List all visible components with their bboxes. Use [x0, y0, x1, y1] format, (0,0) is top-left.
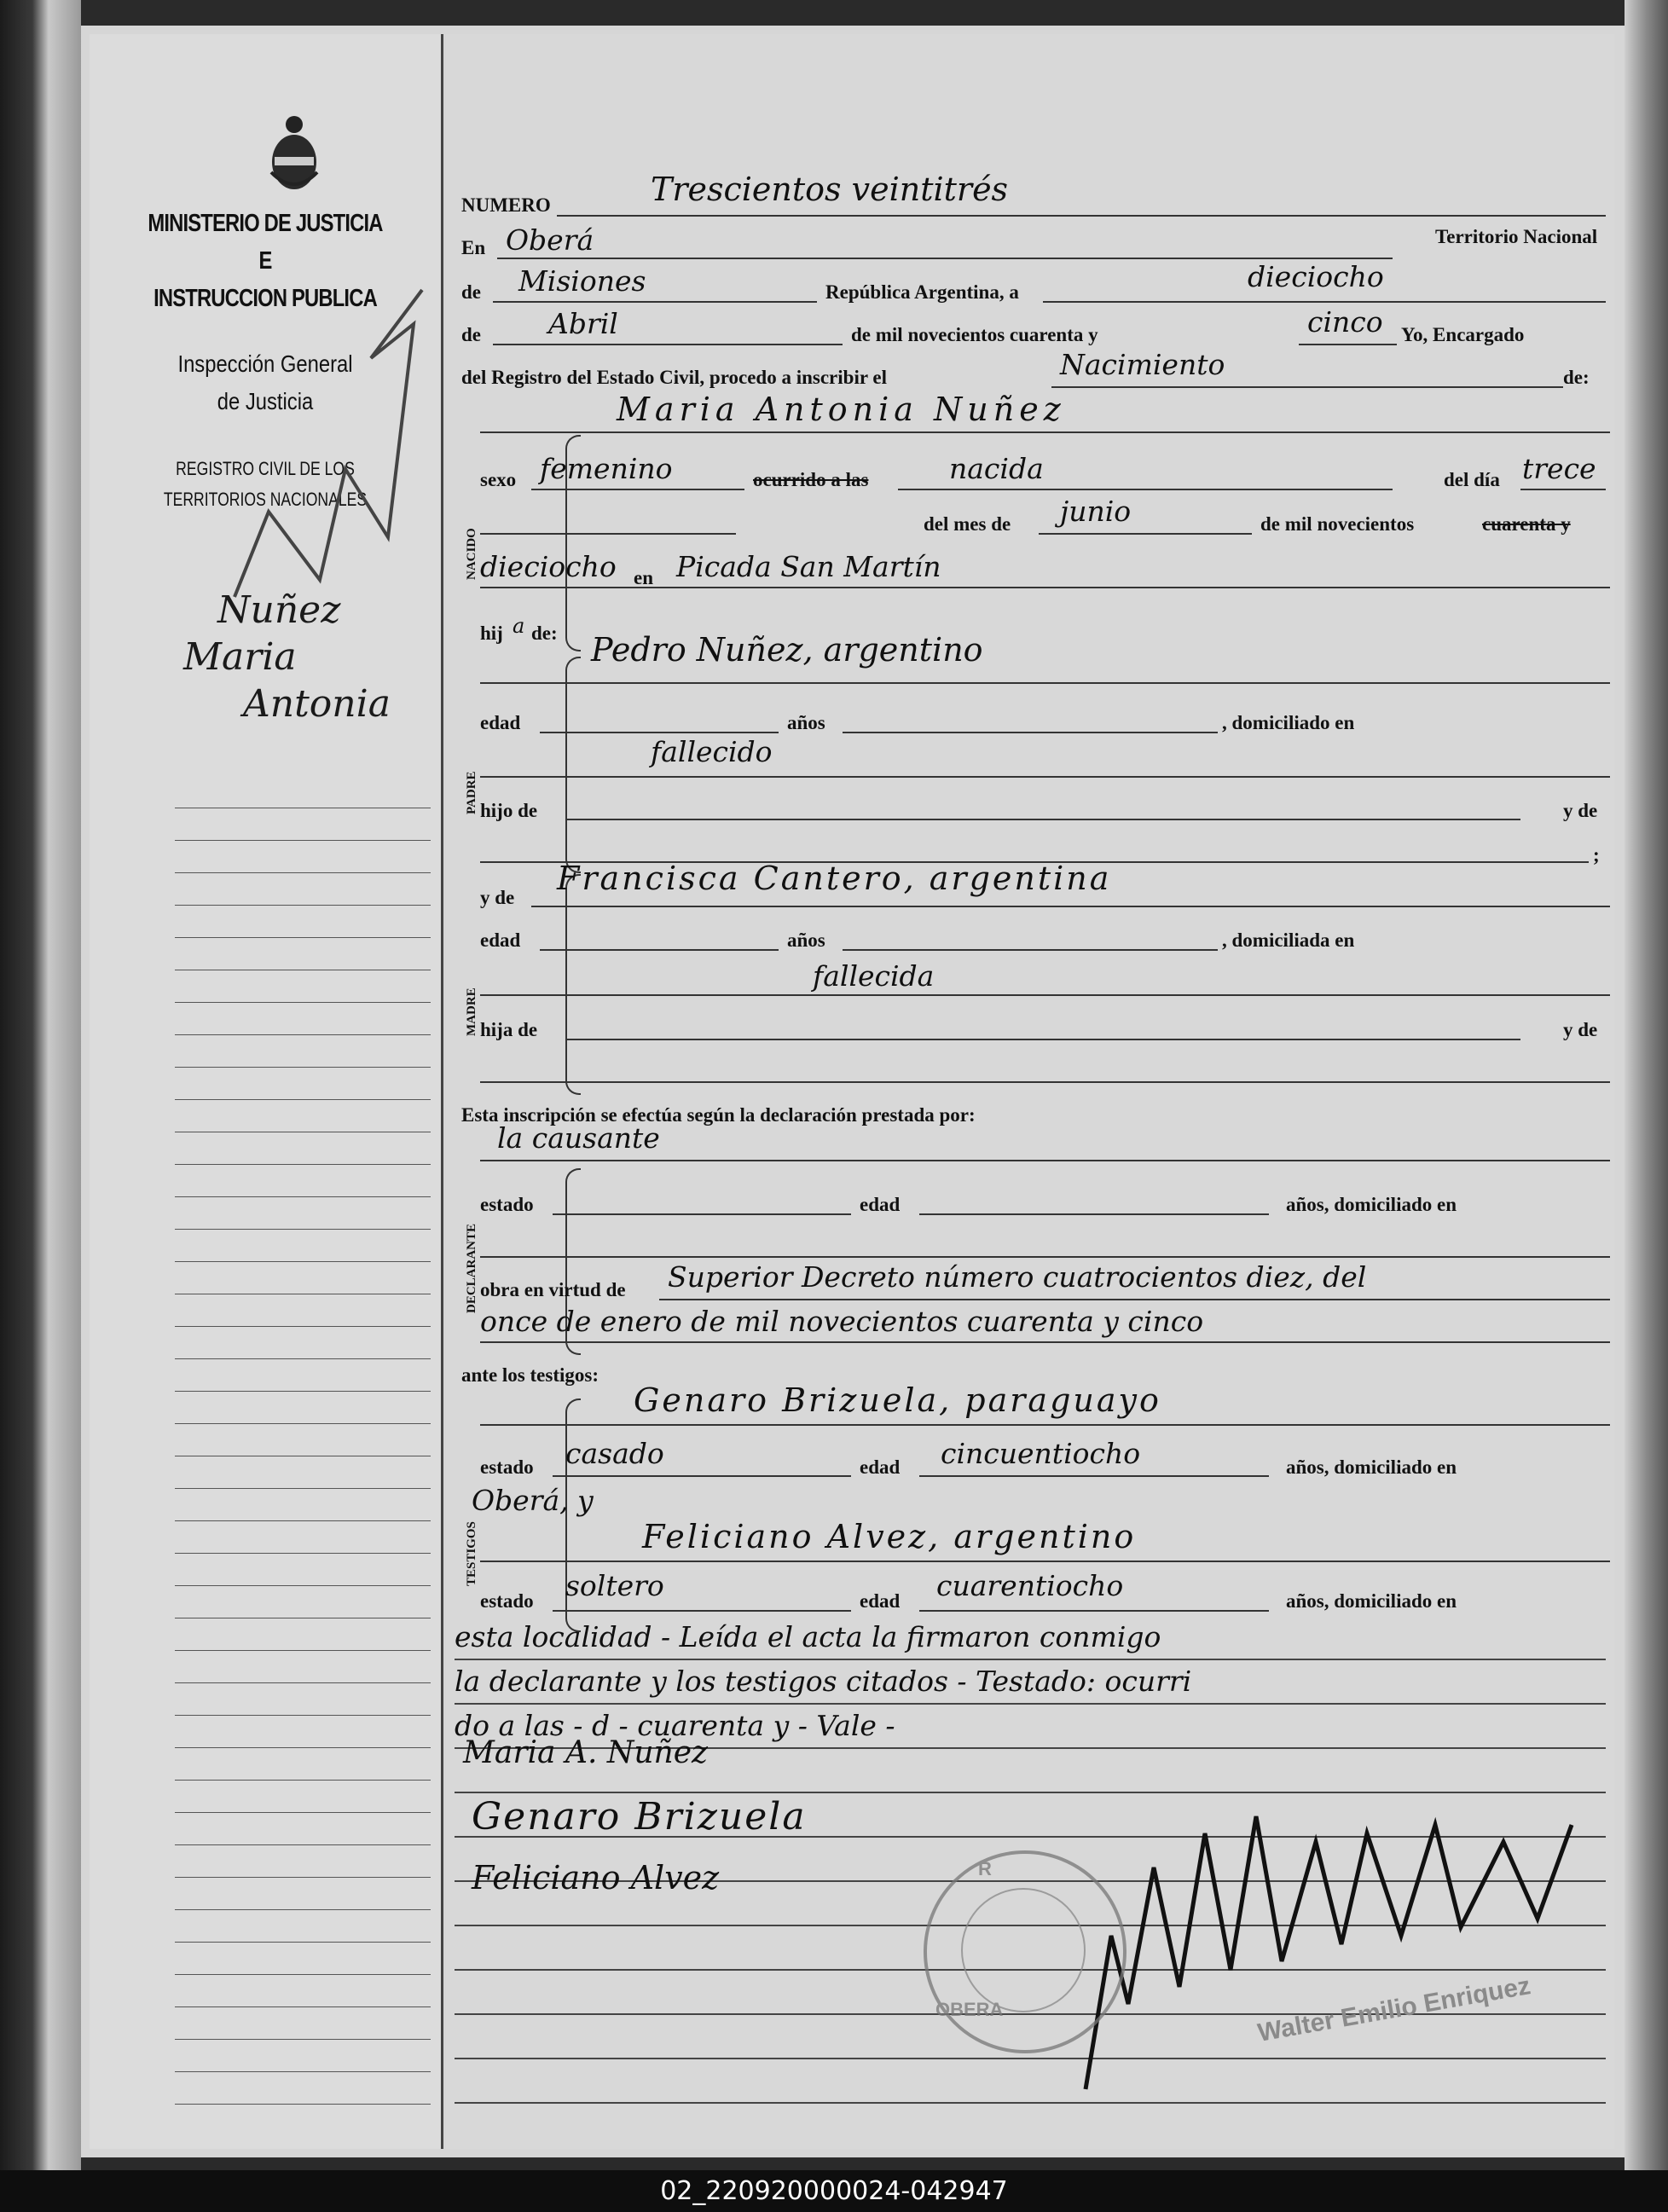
stub-second-name: Antonia: [243, 682, 391, 726]
inspection-line-1: Inspección General: [177, 350, 353, 377]
hijo-suffix: a: [513, 614, 525, 638]
del-dia-label: del día: [1444, 469, 1500, 490]
testigo2-line: [480, 1561, 1610, 1562]
edad4-label: edad: [860, 1456, 901, 1478]
declarante-value: la causante: [497, 1121, 660, 1155]
declarante-dom-line: [480, 1256, 1610, 1258]
de-line: [493, 301, 817, 303]
edad5-line: [919, 1610, 1269, 1612]
hour-line: [898, 489, 1393, 490]
domiciliado-label: , domiciliado en: [1222, 712, 1355, 733]
act-line: [1051, 386, 1563, 388]
lugar-line: [480, 587, 1610, 588]
register-sheet: [81, 26, 1625, 2157]
testigo1-estado: casado: [565, 1437, 664, 1470]
official-stamp: [924, 1850, 1126, 2053]
inspection-line-2: de Justicia: [217, 388, 314, 414]
ministry-title-1: MINISTERIO DE JUSTICIA: [148, 210, 383, 237]
padre-dom-line: [480, 776, 1610, 778]
hija-de-line: [565, 1039, 1520, 1040]
anos2-label: años: [787, 929, 825, 951]
month-label: de: [461, 324, 481, 345]
dia-line: [1520, 489, 1606, 490]
hijo-label: hij: [480, 622, 503, 644]
testigos-side-label: TESTIGOS: [465, 1521, 478, 1586]
act-value: Nacimiento: [1060, 348, 1225, 381]
mes-line: [1039, 533, 1252, 535]
esta-label: Esta inscripción se efectúa según la declaración prestada por:: [461, 1104, 976, 1126]
ruled-line: [455, 1659, 1606, 1660]
padre-bracket: [565, 657, 581, 873]
note-line-2: la declarante y los testigos citados - Testado: ocurri: [455, 1665, 1192, 1698]
coat-of-arms-icon: [264, 113, 324, 194]
nac-year-value: dieciocho: [480, 550, 617, 583]
ministry-title-3: INSTRUCCION PUBLICA: [153, 285, 377, 312]
y-de3-label: y de: [1563, 1019, 1598, 1040]
testigo2-estado: soltero: [565, 1569, 664, 1602]
mil-novecientos-label: de mil novecientos: [1260, 513, 1415, 535]
blank-line-1: [480, 533, 736, 535]
lugar-value: Picada San Martín: [676, 550, 941, 583]
registro-label: del Registro del Estado Civil, procedo a inscribir el: [461, 367, 887, 388]
hijo-de-label: hijo de: [480, 800, 538, 821]
madre-parents-line: [480, 1081, 1610, 1083]
mes-value: junio: [1060, 495, 1132, 528]
person-name-line: [480, 431, 1610, 433]
edad5-label: edad: [860, 1590, 901, 1612]
madre-side-label: MADRE: [465, 987, 478, 1036]
edad-label: edad: [480, 712, 521, 733]
edad2-line: [540, 949, 779, 951]
del-mes-label: del mes de: [924, 513, 1011, 535]
book-spine-edge: [0, 0, 81, 2170]
madre-estado: fallecida: [813, 959, 935, 993]
numero-line: [557, 215, 1606, 217]
en-line: [497, 258, 1393, 259]
numero-value: Trescientos veintitrés: [651, 171, 1009, 208]
stub-surname: Nuñez: [217, 588, 341, 632]
declarante-side-label: DECLARANTE: [465, 1223, 478, 1313]
ruled-line: [455, 2102, 1606, 2104]
domiciliada-label: , domiciliada en: [1222, 929, 1355, 951]
territorio-label: Territorio Nacional: [1435, 226, 1598, 247]
madre-line: [531, 906, 1610, 907]
madre-dom-line: [480, 994, 1610, 996]
ocurrido-label: ocurrido a las: [753, 469, 869, 490]
year-value: cinco: [1307, 305, 1383, 339]
edad4-line: [919, 1475, 1269, 1477]
declarante-line: [480, 1160, 1610, 1161]
year-label: de mil novecientos cuarenta y: [851, 324, 1098, 345]
person-name: Maria Antonia Nuñez: [617, 391, 1066, 428]
anos-dom2-label: años, domiciliado en: [1286, 1456, 1457, 1478]
edad-line: [540, 732, 779, 733]
registry-line-1: REGISTRO CIVIL DE LOS: [176, 458, 355, 479]
signature-declarante: Maria A. Nuñez: [463, 1735, 708, 1770]
testigo2-edad: cuarentiocho: [936, 1569, 1124, 1602]
stub-column: [90, 34, 443, 2149]
hija-de-label: hija de: [480, 1019, 538, 1040]
obra-value-2: once de enero de mil novecientos cuarenta y cinco: [480, 1305, 1204, 1338]
obra-value-1: Superior Decreto número cuatrocientos diez, del: [668, 1260, 1367, 1294]
numero-label: NUMERO: [461, 194, 551, 216]
stamp-text-top: R: [978, 1858, 992, 1879]
anos-line: [843, 732, 1218, 733]
obra-line-1: [659, 1299, 1610, 1300]
edad3-label: edad: [860, 1194, 901, 1215]
sexo-value: femenino: [540, 452, 673, 485]
de-label: de: [461, 281, 481, 303]
de2-label: de:: [1563, 367, 1590, 388]
edad2-label: edad: [480, 929, 521, 951]
anos-dom-label: años, domiciliado en: [1286, 1194, 1457, 1215]
hijo-de-line: [565, 819, 1520, 820]
ministry-title-2: E: [258, 247, 272, 275]
testigo1-edad: cincuentiocho: [941, 1437, 1141, 1470]
stub-ruled-lines: [175, 776, 431, 2132]
pencil-scribble: [217, 256, 431, 614]
y-de2-label: y de: [480, 887, 515, 908]
sexo-line: [531, 489, 744, 490]
stamp-inner-ring: [961, 1888, 1086, 2012]
testigos-label: ante los testigos:: [461, 1364, 599, 1386]
ruled-line: [455, 1703, 1606, 1705]
cuarenta-y-label: cuarenta y: [1482, 513, 1571, 535]
republica-label: República Argentina, a: [825, 281, 1019, 303]
day-value: dieciocho: [1248, 260, 1384, 293]
image-id-footer: 02_220920000024-042947: [0, 2170, 1668, 2212]
de-value: Misiones: [518, 264, 646, 298]
yo-label: Yo, Encargado: [1401, 324, 1525, 345]
obra-label: obra en virtud de: [480, 1279, 626, 1300]
estado-line: [553, 1213, 851, 1215]
official-signature: [1060, 1765, 1589, 2098]
nacido-side-label: NACIDO: [465, 528, 478, 580]
month-line: [493, 344, 843, 345]
padre-value: Pedro Nuñez, argentino: [591, 631, 983, 669]
semicolon: ;: [1593, 844, 1600, 866]
signature-testigo1: Genaro Brizuela: [472, 1795, 807, 1839]
book-right-edge: [1625, 0, 1668, 2170]
testigo1-value: Genaro Brizuela, paraguayo: [634, 1381, 1161, 1419]
estado2-label: estado: [480, 1456, 534, 1478]
registry-line-2: TERRITORIOS NACIONALES: [163, 489, 368, 510]
estado2-line: [553, 1475, 851, 1477]
testigo1-line: [480, 1424, 1610, 1426]
month-value: Abril: [548, 307, 618, 340]
en2-label: en: [634, 567, 653, 588]
nacida-value: nacida: [949, 452, 1044, 485]
padre-side-label: PADRE: [465, 771, 478, 814]
name-seal: Walter Emilio Enriquez: [1255, 1972, 1533, 2047]
en-value: Oberá: [506, 223, 594, 257]
anos-dom3-label: años, domiciliado en: [1286, 1590, 1457, 1612]
estado3-line: [553, 1610, 851, 1612]
padre-estado: fallecido: [651, 735, 773, 768]
y-de-label: y de: [1563, 800, 1598, 821]
de3-label: de:: [531, 622, 558, 644]
en-label: En: [461, 237, 486, 258]
testigo1-dom: Oberá, y: [472, 1484, 594, 1517]
madre-value: Francisca Cantero, argentina: [557, 860, 1112, 897]
main-form: [446, 34, 1614, 2149]
note-line-1: esta localidad - Leída el acta la firmaron conmigo: [455, 1620, 1161, 1653]
year-line: [1299, 344, 1397, 345]
edad3-line: [919, 1213, 1269, 1215]
testigo2-value: Feliciano Alvez, argentino: [642, 1518, 1137, 1555]
anos2-line: [843, 949, 1218, 951]
estado3-label: estado: [480, 1590, 534, 1612]
obra-line-2: [480, 1341, 1610, 1343]
estado-label: estado: [480, 1194, 534, 1215]
padre-line: [480, 682, 1610, 684]
note-line-3: do a las - d - cuarenta y - Vale -: [455, 1709, 895, 1742]
sexo-label: sexo: [480, 469, 517, 490]
day-line: [1043, 301, 1606, 303]
anos-label: años: [787, 712, 825, 733]
stamp-text-left: OBERA: [935, 1999, 1004, 2020]
dia-value: trece: [1522, 452, 1596, 485]
signature-testigo2: Feliciano Alvez: [472, 1859, 720, 1896]
stub-first-name: Maria: [183, 635, 297, 679]
